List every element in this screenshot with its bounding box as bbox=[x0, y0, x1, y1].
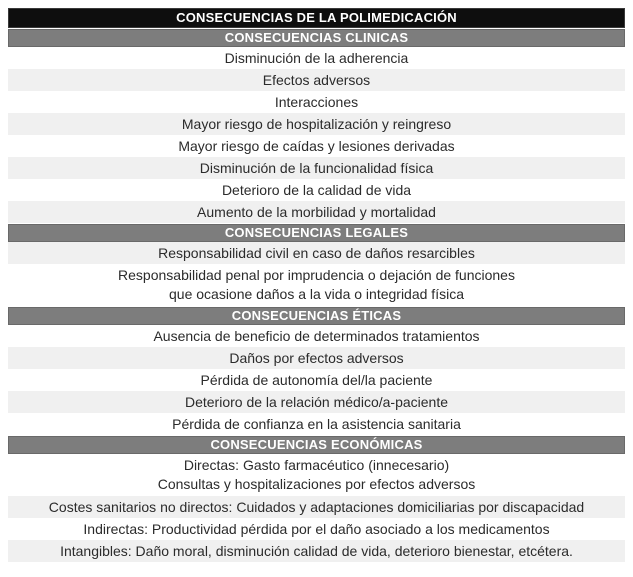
table-row: Daños por efectos adversos bbox=[8, 347, 625, 369]
table-row: Deterioro de la relación médico/a-paciente bbox=[8, 391, 625, 413]
row-line: que ocasione daños a la vida o integridad física bbox=[169, 286, 464, 302]
table-row: Mayor riesgo de caídas y lesiones derivadas bbox=[8, 135, 625, 157]
row-line: Directas: Gasto farmacéutico (innecesario) bbox=[183, 457, 450, 473]
table-row: Deterioro de la calidad de vida bbox=[8, 179, 625, 201]
consequences-table bbox=[8, 8, 625, 562]
table-row: Mayor riesgo de hospitalización y reingreso bbox=[8, 113, 625, 135]
section-header-legales: CONSECUENCIAS LEGALES bbox=[8, 224, 625, 242]
table-row: Disminución de la adherencia bbox=[8, 47, 625, 69]
table-row bbox=[8, 264, 625, 306]
table-row: Intangibles: Daño moral, disminución calidad de vida, deterioro bienestar, etcétera. bbox=[8, 540, 625, 562]
table-row: Efectos adversos bbox=[8, 69, 625, 91]
table-row: Aumento de la morbilidad y mortalidad bbox=[8, 201, 625, 223]
table-row: Indirectas: Productividad pérdida por el daño asociado a los medicamentos bbox=[8, 518, 625, 540]
section-header-economicas: CONSECUENCIAS ECONÓMICAS bbox=[8, 436, 625, 454]
table-row bbox=[8, 454, 625, 496]
section-header-eticas: CONSECUENCIAS ÉTICAS bbox=[8, 307, 625, 325]
section-header-clinicas: CONSECUENCIAS CLINICAS bbox=[8, 29, 625, 47]
table-title: CONSECUENCIAS DE LA POLIMEDICACIÓN bbox=[8, 8, 625, 28]
table-row: Ausencia de beneficio de determinados tratamientos bbox=[8, 325, 625, 347]
row-line: Responsabilidad penal por imprudencia o dejación de funciones bbox=[118, 267, 515, 283]
table-row: Pérdida de autonomía del/la paciente bbox=[8, 369, 625, 391]
table-row: Pérdida de confianza en la asistencia sanitaria bbox=[8, 413, 625, 435]
row-line: Consultas y hospitalizaciones por efectos adversos bbox=[157, 476, 476, 492]
table-row: Disminución de la funcionalidad física bbox=[8, 157, 625, 179]
table-row: Responsabilidad civil en caso de daños resarcibles bbox=[8, 242, 625, 264]
table-row: Interacciones bbox=[8, 91, 625, 113]
table-row: Costes sanitarios no directos: Cuidados y adaptaciones domiciliarias por discapacidad bbox=[8, 496, 625, 518]
